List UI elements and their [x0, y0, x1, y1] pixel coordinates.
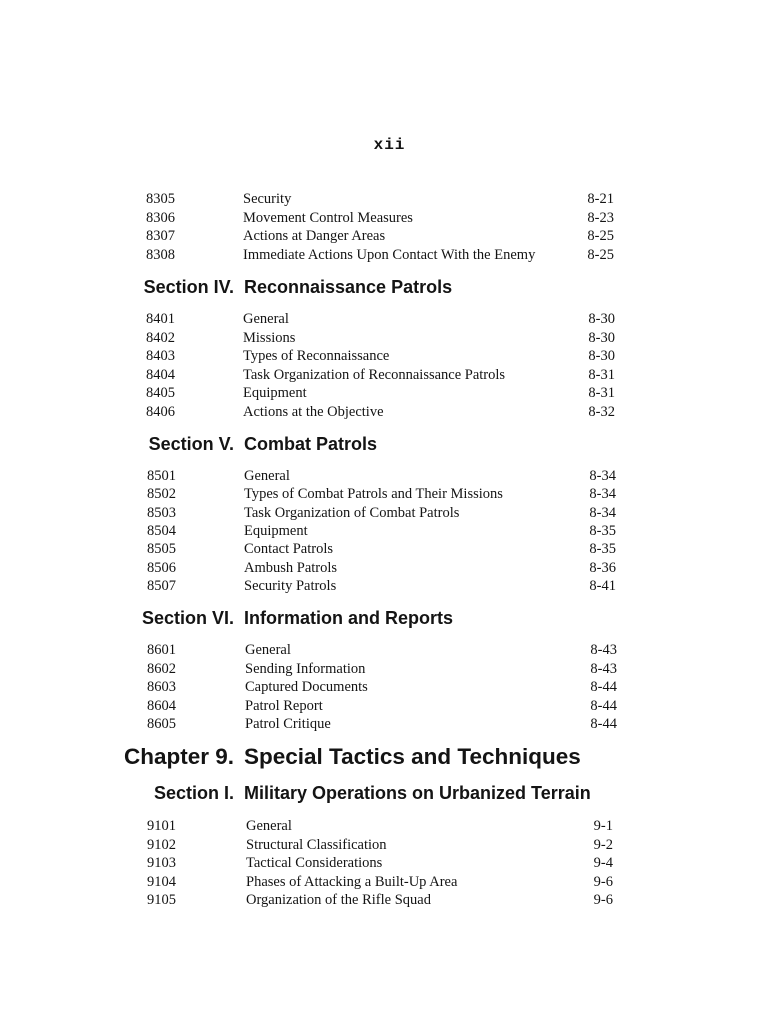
- paragraph-number: 8501: [147, 468, 176, 484]
- entry-title: Security: [243, 191, 292, 207]
- entry-title: Captured Documents: [245, 679, 368, 695]
- entry-title: General: [244, 468, 290, 484]
- chapter-heading: [0, 744, 779, 774]
- paragraph-number: 8308: [146, 246, 175, 263]
- toc-row: [0, 485, 779, 503]
- toc-row: [0, 366, 779, 384]
- paragraph-number: 8506: [147, 559, 176, 576]
- page-reference: 8-31: [588, 385, 615, 401]
- section-heading-label: Section IV.: [143, 277, 234, 297]
- page-reference: 8-31: [588, 366, 615, 383]
- entry-title: Phases of Attacking a Built-Up Area: [246, 873, 458, 890]
- toc-row: [0, 817, 779, 835]
- paragraph-number: 8403: [146, 348, 175, 364]
- page-number: xii: [373, 136, 406, 154]
- entry-title: Patrol Critique: [245, 716, 331, 732]
- section-heading: [0, 434, 779, 458]
- paragraph-number: 8401: [146, 311, 175, 327]
- page-reference: 8-32: [588, 403, 615, 420]
- toc-row: [0, 854, 779, 872]
- page-reference: 9-4: [593, 855, 613, 871]
- section-heading: [0, 783, 779, 807]
- entry-title: Contact Patrols: [244, 541, 334, 558]
- paragraph-number: 9104: [147, 873, 176, 890]
- section-heading-label: Section V.: [148, 434, 234, 454]
- page-reference: 8-30: [588, 311, 615, 327]
- paragraph-number: 8502: [147, 486, 176, 503]
- toc-row: [0, 329, 779, 347]
- toc-row: [0, 577, 779, 595]
- entry-title: Patrol Report: [245, 697, 323, 714]
- paragraph-number: 9102: [147, 836, 176, 853]
- entry-title: General: [243, 311, 289, 327]
- toc-row: [0, 347, 779, 365]
- paragraph-number: 8404: [146, 366, 175, 383]
- entry-title: Task Organization of Reconnaissance Patrols: [243, 366, 506, 383]
- entry-title: General: [246, 818, 292, 834]
- paragraph-number: 8307: [146, 228, 175, 244]
- toc-row: [0, 697, 779, 715]
- paragraph-number: 8305: [146, 191, 175, 207]
- entry-title: Movement Control Measures: [243, 209, 413, 226]
- paragraph-number: 8306: [146, 209, 175, 226]
- page-reference: 8-25: [587, 246, 614, 263]
- page-reference: 8-25: [587, 228, 614, 244]
- chapter-heading-title: Special Tactics and Techniques: [244, 744, 581, 769]
- page-reference: 8-30: [588, 348, 615, 364]
- page-reference: 8-43: [590, 660, 617, 677]
- page-reference: 8-35: [589, 522, 616, 539]
- paragraph-number: 8503: [147, 504, 176, 521]
- page-reference: 8-34: [589, 486, 616, 503]
- paragraph-number: 8402: [146, 329, 175, 346]
- toc-row: [0, 522, 779, 540]
- paragraph-number: 8602: [147, 660, 176, 677]
- toc-row: [0, 678, 779, 696]
- entry-title: Equipment: [244, 522, 308, 539]
- paragraph-number: 9105: [147, 892, 176, 908]
- toc-row: [0, 559, 779, 577]
- toc-row: [0, 540, 779, 558]
- entry-title: Equipment: [243, 385, 307, 401]
- page-reference: 8-44: [590, 679, 617, 695]
- section-heading-title: Combat Patrols: [244, 434, 378, 454]
- paragraph-number: 8505: [147, 541, 176, 558]
- page-reference: 9-6: [593, 892, 613, 908]
- toc-row: [0, 190, 779, 208]
- page-reference: 8-44: [590, 697, 617, 714]
- entry-title: Tactical Considerations: [246, 855, 383, 871]
- toc-row: [0, 246, 779, 264]
- paragraph-number: 8603: [147, 679, 176, 695]
- entry-title: Immediate Actions Upon Contact With the Enemy: [243, 246, 536, 263]
- entry-title: Structural Classification: [246, 836, 387, 853]
- entry-title: Actions at Danger Areas: [243, 228, 386, 244]
- paragraph-number: 8406: [146, 403, 175, 420]
- toc-row: [0, 209, 779, 227]
- entry-title: Types of Combat Patrols and Their Missions: [244, 486, 503, 503]
- toc-row: [0, 715, 779, 733]
- entry-title: Missions: [243, 329, 296, 346]
- paragraph-number: 8605: [147, 716, 176, 732]
- page-reference: 8-41: [589, 577, 616, 594]
- section-heading: [0, 608, 779, 632]
- toc-row: [0, 384, 779, 402]
- page-reference: 8-21: [587, 191, 614, 207]
- section-heading-label: Section I.: [153, 783, 234, 803]
- section-heading-title: Reconnaissance Patrols: [244, 277, 453, 297]
- paragraph-number: 8601: [147, 642, 176, 658]
- toc-row: [0, 310, 779, 328]
- section-heading-title: Information and Reports: [244, 608, 454, 628]
- entry-title: Sending Information: [245, 660, 366, 677]
- toc-row: [0, 403, 779, 421]
- entry-title: Organization of the Rifle Squad: [246, 892, 431, 908]
- paragraph-number: 8504: [147, 522, 176, 539]
- page-reference: 9-2: [593, 836, 613, 853]
- page-reference: 9-6: [593, 873, 613, 890]
- section-heading-label: Section VI.: [141, 608, 234, 628]
- entry-title: General: [245, 642, 291, 658]
- toc-row: [0, 504, 779, 522]
- section-heading-title: Military Operations on Urbanized Terrain: [244, 783, 591, 803]
- toc-row: [0, 891, 779, 909]
- toc-row: [0, 467, 779, 485]
- toc-row: [0, 836, 779, 854]
- toc-row: [0, 660, 779, 678]
- paragraph-number: 8507: [147, 577, 176, 594]
- toc-row: [0, 227, 779, 245]
- entry-title: Actions at the Objective: [243, 403, 384, 420]
- page-reference: 8-35: [589, 541, 616, 558]
- paragraph-number: 8604: [147, 697, 176, 714]
- entry-title: Ambush Patrols: [244, 559, 338, 576]
- paragraph-number: 9101: [147, 818, 176, 834]
- section-heading: [0, 277, 779, 301]
- entry-title: Task Organization of Combat Patrols: [244, 504, 460, 521]
- toc-row: [0, 873, 779, 891]
- chapter-heading-label: Chapter 9.: [123, 744, 234, 769]
- page-reference: 8-34: [589, 504, 616, 521]
- paragraph-number: 9103: [147, 855, 176, 871]
- entry-title: Types of Reconnaissance: [243, 348, 390, 364]
- toc-row: [0, 641, 779, 659]
- paragraph-number: 8405: [146, 385, 175, 401]
- page-reference: 8-36: [589, 559, 616, 576]
- entry-title: Security Patrols: [244, 577, 337, 594]
- page-reference: 8-30: [588, 329, 615, 346]
- page-reference: 9-1: [593, 818, 613, 834]
- page-reference: 8-23: [587, 209, 614, 226]
- page-reference: 8-43: [590, 642, 617, 658]
- page-reference: 8-34: [589, 468, 616, 484]
- page-reference: 8-44: [590, 716, 617, 732]
